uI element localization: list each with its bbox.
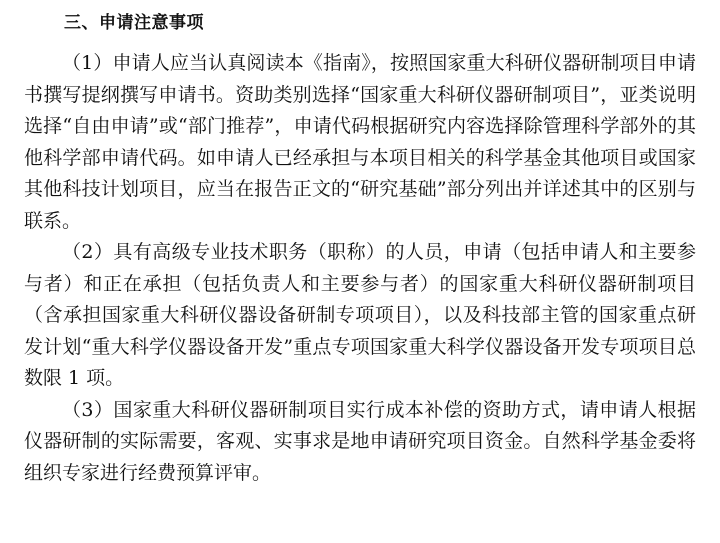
paragraph-3: （3）国家重大科研仪器研制项目实行成本补偿的资助方式，请申请人根据仪器研制的实际需要，客观、实事求是地申请研究项目资金。自然科学基金委将组织专家进行经费预算评审。: [24, 398, 696, 484]
document-page: [24, 12, 696, 489]
paragraph-1: （1）申请人应当认真阅读本《指南》，按照国家重大科研仪器研制项目申请书撰写提纲撰写申请书。资助类别选择“国家重大科研仪器研制项目”，亚类说明选择“自由申请”或“部门推荐”，申请代码根据研究内容选择除管理科学部外的其他科学部申请代码。如申请人已经承担与本项目相关的科学基金其他项目或国家其他科技计划项目，应当在报告正文的“研究基础”部分列出并详述其中的区别与联系。: [24, 52, 696, 232]
paragraph-2: （2）具有高级专业技术职务（职称）的人员，申请（包括申请人和主要参与者）和正在承担（包括负责人和主要参与者）的国家重大科研仪器研制项目（含承担国家重大科研仪器设备研制专项项目），以及科技部主管的国家重点研发计划“重大科学仪器设备开发”重点专项国家重大科学仪器设备开发专项项目总数限 1 项。: [24, 241, 696, 389]
section-title: 三、申请注意事项: [64, 13, 204, 33]
